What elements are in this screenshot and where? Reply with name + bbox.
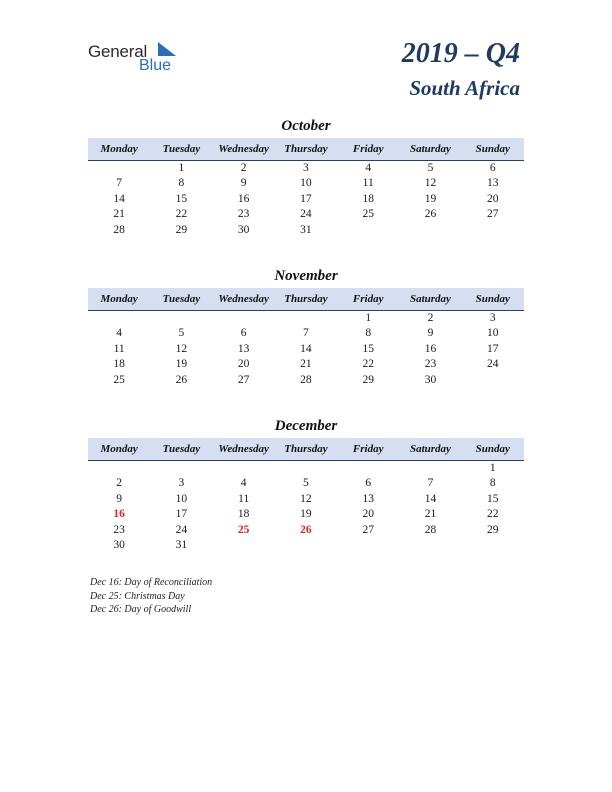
date-cell: 27: [486, 208, 499, 221]
date-cell: [275, 461, 337, 476]
week-row: [88, 207, 524, 222]
logo-text-general: General: [88, 42, 148, 61]
generalblue-logo: [88, 40, 188, 76]
weekday-label: Wednesday: [218, 143, 269, 155]
date-cell: 1: [178, 162, 185, 174]
weekday-label: Sunday: [475, 443, 510, 455]
date-cell: 24: [486, 358, 499, 371]
date-cell: 5: [427, 162, 434, 174]
holiday-note: Dec 26: Day of Goodwill: [90, 604, 192, 615]
holiday-date-cell: 25: [237, 523, 250, 536]
date-cell: 15: [486, 492, 499, 505]
week-row: [88, 311, 524, 326]
date-cell: [462, 538, 524, 553]
week-row: [88, 523, 524, 538]
date-cell: [275, 538, 337, 553]
weekday-label: Monday: [100, 443, 138, 455]
date-cell: 1: [489, 462, 496, 474]
date-cell: 23: [424, 358, 437, 371]
date-cell: 2: [240, 162, 247, 174]
weekday-label: Sunday: [475, 293, 510, 305]
week-row: [88, 507, 524, 522]
date-cell: 25: [113, 373, 125, 386]
week-row: [88, 342, 524, 357]
month-grid: [88, 461, 524, 553]
date-cell: 31: [175, 538, 188, 551]
date-cell: 23: [237, 208, 250, 221]
date-cell: 20: [362, 508, 374, 521]
holiday-note: Dec 16: Day of Reconciliation: [90, 577, 213, 588]
date-cell: 7: [427, 477, 434, 490]
date-cell: 21: [300, 358, 312, 371]
date-cell: 30: [113, 538, 125, 551]
date-cell: [462, 373, 524, 388]
date-cell: 16: [424, 342, 437, 355]
date-cell: 28: [424, 523, 437, 536]
date-cell: 25: [362, 208, 374, 221]
date-cell: [337, 538, 399, 553]
date-cell: 6: [489, 162, 496, 174]
date-cell: 19: [175, 358, 188, 371]
date-cell: [337, 223, 399, 238]
date-cell: 5: [178, 327, 185, 340]
date-cell: [399, 223, 461, 238]
date-cell: 3: [178, 477, 185, 490]
logo-text-blue: Blue: [139, 57, 172, 74]
date-cell: 11: [362, 177, 374, 190]
date-cell: 2: [116, 477, 122, 490]
weekday-label: Thursday: [284, 143, 328, 155]
date-cell: 9: [240, 177, 247, 190]
holiday-date-cell: 26: [300, 523, 312, 536]
date-cell: 7: [303, 327, 309, 340]
weekday-label: Tuesday: [162, 143, 201, 155]
date-cell: 15: [175, 192, 188, 205]
weekday-header: [88, 288, 524, 311]
holiday-note: Dec 25: Christmas Day: [90, 590, 185, 602]
date-cell: 4: [116, 327, 122, 340]
month-title: October: [281, 118, 331, 134]
date-cell: 12: [424, 177, 437, 190]
holiday-notes: [90, 576, 212, 617]
week-row: [88, 357, 524, 372]
date-cell: [213, 461, 275, 476]
date-cell: 17: [300, 192, 312, 205]
date-cell: 31: [300, 223, 312, 236]
weekday-label: Monday: [100, 143, 138, 155]
date-cell: 20: [237, 358, 250, 371]
date-cell: 26: [424, 208, 437, 221]
date-cell: 14: [300, 342, 312, 355]
month-block-november: [88, 267, 524, 388]
week-row: [88, 192, 524, 207]
weekday-label: Thursday: [284, 443, 328, 455]
week-row: [88, 326, 524, 341]
date-cell: 18: [113, 358, 125, 371]
date-cell: 9: [427, 327, 434, 340]
date-cell: 30: [237, 223, 250, 236]
date-cell: 13: [362, 492, 374, 505]
date-cell: 18: [362, 192, 374, 205]
month-block-december: [88, 417, 524, 553]
date-cell: 8: [365, 327, 372, 340]
date-cell: [150, 311, 212, 326]
date-cell: 11: [238, 492, 250, 505]
date-cell: [275, 311, 337, 326]
weekday-header: [88, 138, 524, 161]
date-cell: 21: [113, 208, 125, 221]
date-cell: 29: [486, 523, 499, 536]
date-cell: 22: [362, 358, 374, 371]
logo-triangle-icon: [158, 42, 176, 56]
weekday-label: Monday: [100, 293, 138, 305]
date-cell: 26: [175, 373, 188, 386]
date-cell: 19: [424, 192, 437, 205]
date-cell: [399, 538, 461, 553]
weekday-label: Friday: [352, 443, 384, 455]
weekday-label: Saturday: [409, 143, 451, 155]
date-cell: 29: [362, 373, 374, 386]
date-cell: 22: [486, 508, 499, 521]
week-row: [88, 161, 524, 176]
month-title: November: [274, 268, 338, 284]
date-cell: 10: [175, 492, 188, 505]
date-cell: [213, 538, 275, 553]
date-cell: 13: [486, 177, 499, 190]
date-cell: 3: [303, 162, 309, 174]
date-cell: 3: [489, 312, 496, 324]
week-row: [88, 538, 524, 553]
date-cell: 18: [237, 508, 250, 521]
date-cell: [337, 461, 399, 476]
date-cell: 30: [424, 373, 437, 386]
date-cell: 7: [116, 177, 122, 190]
date-cell: 4: [240, 477, 247, 490]
date-cell: 24: [175, 523, 188, 536]
date-cell: 29: [175, 223, 188, 236]
month-title: December: [274, 418, 338, 434]
date-cell: 8: [489, 477, 496, 490]
date-cell: 17: [175, 508, 188, 521]
week-row: [88, 176, 524, 191]
date-cell: 27: [362, 523, 374, 536]
date-cell: 22: [175, 208, 188, 221]
date-cell: 17: [486, 342, 499, 355]
date-cell: 14: [424, 492, 437, 505]
date-cell: 20: [486, 192, 499, 205]
date-cell: 27: [237, 373, 250, 386]
date-cell: 9: [116, 492, 122, 505]
date-cell: 21: [424, 508, 437, 521]
date-cell: [399, 461, 461, 476]
page-subtitle: South Africa: [409, 76, 520, 100]
weekday-label: Friday: [352, 293, 384, 305]
weekday-label: Tuesday: [162, 443, 201, 455]
weekday-label: Wednesday: [218, 443, 269, 455]
weekday-label: Saturday: [409, 293, 451, 305]
weekday-label: Wednesday: [218, 293, 269, 305]
weekday-label: Friday: [352, 143, 384, 155]
week-row: [88, 223, 524, 238]
weekday-label: Tuesday: [162, 293, 201, 305]
month-grid: [88, 161, 524, 238]
weekday-header: [88, 438, 524, 461]
date-cell: 23: [113, 523, 125, 536]
date-cell: 10: [300, 177, 312, 190]
date-cell: [88, 461, 150, 476]
date-cell: [88, 311, 150, 326]
date-cell: 11: [113, 342, 125, 355]
date-cell: 5: [303, 477, 309, 490]
date-cell: 28: [300, 373, 312, 386]
date-cell: 12: [300, 492, 312, 505]
date-cell: [213, 311, 275, 326]
weekday-label: Thursday: [284, 293, 328, 305]
date-cell: [150, 461, 212, 476]
date-cell: 2: [427, 312, 434, 324]
date-cell: 6: [365, 477, 372, 490]
weekday-label: Sunday: [475, 143, 510, 155]
date-cell: 8: [178, 177, 185, 190]
week-row: [88, 461, 524, 476]
date-cell: 6: [240, 327, 247, 340]
month-grid: [88, 311, 524, 388]
date-cell: 13: [237, 342, 250, 355]
month-block-october: [88, 117, 524, 238]
date-cell: [88, 161, 150, 176]
date-cell: 16: [237, 192, 250, 205]
date-cell: 24: [300, 208, 312, 221]
date-cell: 10: [486, 327, 499, 340]
date-cell: 28: [113, 223, 125, 236]
week-row: [88, 476, 524, 491]
date-cell: 14: [113, 192, 125, 205]
date-cell: 4: [365, 162, 372, 174]
date-cell: 19: [300, 508, 312, 521]
week-row: [88, 373, 524, 388]
page-title: 2019 – Q4: [401, 38, 520, 69]
holiday-date-cell: 16: [113, 508, 125, 521]
date-cell: 15: [362, 342, 374, 355]
week-row: [88, 492, 524, 507]
date-cell: 1: [365, 312, 372, 324]
weekday-label: Saturday: [409, 443, 451, 455]
date-cell: 12: [175, 342, 188, 355]
date-cell: [462, 223, 524, 238]
